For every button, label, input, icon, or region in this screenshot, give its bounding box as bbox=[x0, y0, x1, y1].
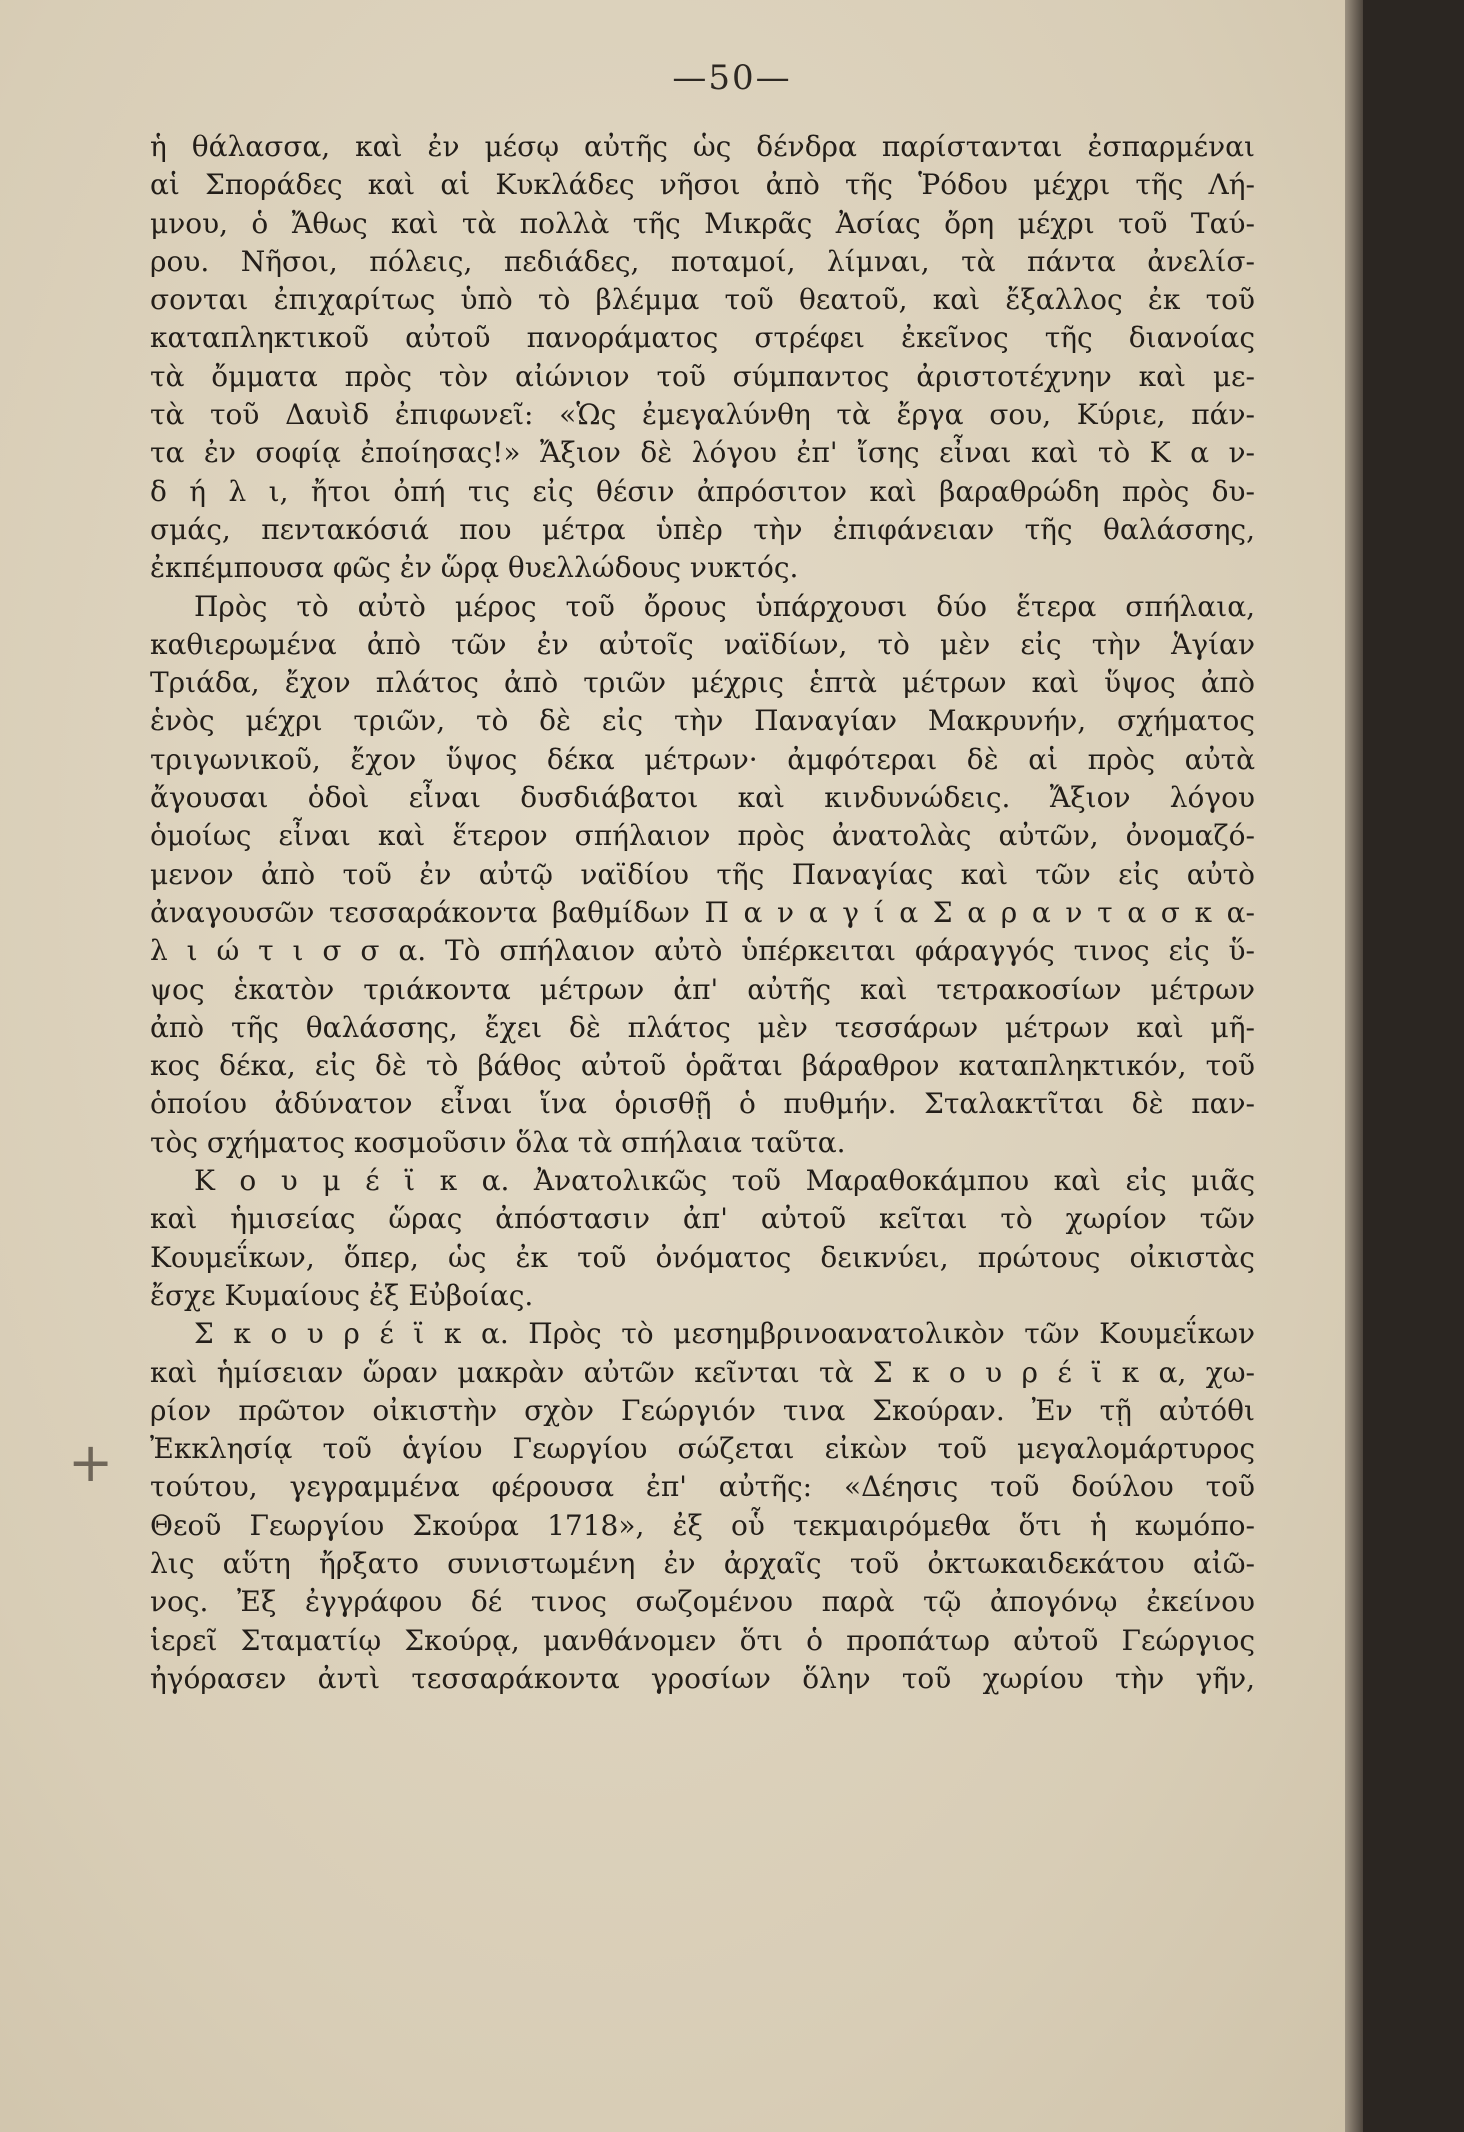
text-line: καταπληκτικοῦ αὐτοῦ πανοράματος στρέφει ἐκεῖνος τῆς διανοίας bbox=[150, 321, 1255, 355]
book-spine bbox=[1345, 0, 1363, 2132]
text-line: ἠγόρασεν ἀντὶ τεσσαράκοντα γροσίων ὅλην τοῦ χωρίου τὴν γῆν, bbox=[150, 1661, 1255, 1695]
margin-cross-mark: + bbox=[68, 1431, 114, 1494]
text-line: ρου. Νῆσοι, πόλεις, πεδιάδες, ποταμοί, λίμναι, τὰ πάντα ἀνελίσ- bbox=[150, 244, 1255, 278]
text-line: ἡ θάλασσα, καὶ ἐν μέσῳ αὐτῆς ὡς δένδρα παρίστανται ἐσπαρμέναι bbox=[150, 130, 1255, 163]
text-line: ἐκπέμπουσα φῶς ἐν ὥρᾳ θυελλώδους νυκτός. bbox=[150, 551, 799, 585]
text-line: ἱερεῖ Σταματίῳ Σκούρᾳ, μανθάνομεν ὅτι ὁ προπάτωρ αὐτοῦ Γεώργιος bbox=[150, 1623, 1255, 1657]
text-line: τούτου, γεγραμμένα φέρουσα ἐπ' αὐτῆς: «Δέησις τοῦ δούλου τοῦ bbox=[150, 1470, 1255, 1504]
text-line: καὶ ἡμίσειαν ὥραν μακρὰν αὐτῶν κεῖνται τὰ Σ κ ο υ ρ έ ϊ κ α, χω- bbox=[150, 1355, 1255, 1389]
body-text bbox=[150, 128, 1255, 1698]
text-line: καὶ ἡμισείας ὥρας ἀπόστασιν ἀπ' αὐτοῦ κεῖται τὸ χωρίον τῶν bbox=[150, 1202, 1255, 1236]
text-line: τὰ τοῦ Δαυὶδ ἐπιφωνεῖ: «Ὡς ἐμεγαλύνθη τὰ ἔργα σου, Κύριε, πάν- bbox=[150, 398, 1255, 432]
text-line: σμάς, πεντακόσιά που μέτρα ὑπὲρ τὴν ἐπιφάνειαν τῆς θαλάσσης, bbox=[150, 512, 1255, 546]
text-line: μενον ἀπὸ τοῦ ἐν αὐτῷ ναϊδίου τῆς Παναγίας καὶ τῶν εἰς αὐτὸ bbox=[150, 857, 1255, 891]
text-line: Κουμεΐκων, ὅπερ, ὡς ἐκ τοῦ ὀνόματος δεικνύει, πρώτους οἰκιστὰς bbox=[150, 1240, 1255, 1274]
text-line: τὸς σχήματος κοσμοῦσιν ὅλα τὰ σπήλαια ταῦτα. bbox=[150, 1125, 846, 1159]
text-line: Θεοῦ Γεωργίου Σκούρα 1718», ἐξ οὗ τεκμαιρόμεθα ὅτι ἡ κωμόπο- bbox=[150, 1508, 1255, 1542]
text-line: Ἐκκλησίᾳ τοῦ ἁγίου Γεωργίου σώζεται εἰκὼν τοῦ μεγαλομάρτυρος bbox=[150, 1432, 1255, 1466]
text-line: δ ή λ ι, ἤτοι ὀπή τις εἰς θέσιν ἀπρόσιτον καὶ βαραθρώδη πρὸς δυ- bbox=[150, 474, 1255, 508]
text-line: τα ἐν σοφίᾳ ἐποίησας!» Ἄξιον δὲ λόγου ἐπ' ἴσης εἶναι καὶ τὸ Κ α ν- bbox=[150, 436, 1255, 470]
text-line: καθιερωμένα ἀπὸ τῶν ἐν αὐτοῖς ναϊδίων, τὸ μὲν εἰς τὴν Ἁγίαν bbox=[150, 627, 1255, 661]
page-number: —50— bbox=[672, 58, 792, 98]
text-line: Τριάδα, ἔχον πλάτος ἀπὸ τριῶν μέχρις ἑπτὰ μέτρων καὶ ὕψος ἀπὸ bbox=[150, 666, 1255, 700]
text-line: τριγωνικοῦ, ἔχον ὕψος δέκα μέτρων· ἀμφότεραι δὲ αἱ πρὸς αὐτὰ bbox=[150, 742, 1255, 776]
text-line: ὁμοίως εἶναι καὶ ἕτερον σπήλαιον πρὸς ἀνατολὰς αὐτῶν, ὀνομαζό- bbox=[150, 819, 1255, 853]
text-line: ψος ἑκατὸν τριάκοντα μέτρων ἀπ' αὐτῆς καὶ τετρακοσίων μέτρων bbox=[150, 972, 1255, 1006]
text-line: μνου, ὁ Ἄθως καὶ τὰ πολλὰ τῆς Μικρᾶς Ἀσίας ὄρη μέχρι τοῦ Ταύ- bbox=[150, 206, 1255, 240]
text-line: κος δέκα, εἰς δὲ τὸ βάθος αὐτοῦ ὁρᾶται βάραθρον καταπληκτικόν, τοῦ bbox=[150, 1049, 1255, 1083]
text-line: νος. Ἐξ ἐγγράφου δέ τινος σωζομένου παρὰ τῷ ἀπογόνῳ ἐκείνου bbox=[150, 1585, 1255, 1619]
text-line: ἑνὸς μέχρι τριῶν, τὸ δὲ εἰς τὴν Παναγίαν Μακρυνήν, σχήματος bbox=[150, 704, 1255, 738]
text-line: Πρὸς τὸ αὐτὸ μέρος τοῦ ὄρους ὑπάρχουσι δύο ἕτερα σπήλαια, bbox=[194, 589, 1255, 623]
text-line: Σ κ ο υ ρ έ ϊ κ α. Πρὸς τὸ μεσημβρινοανατολικὸν τῶν Κουμεΐκων bbox=[194, 1317, 1255, 1351]
text-line: τὰ ὄμματα πρὸς τὸν αἰώνιον τοῦ σύμπαντος ἀριστοτέχνην καὶ με- bbox=[150, 359, 1255, 393]
text-line: ρίον πρῶτον οἰκιστὴν σχὸν Γεώργιόν τινα Σκούραν. Ἐν τῇ αὐτόθι bbox=[150, 1393, 1255, 1427]
text-line: ἀναγουσῶν τεσσαράκοντα βαθμίδων Π α ν α γ ί α Σ α ρ α ν τ α σ κ α- bbox=[150, 895, 1255, 929]
text-line: ἀπὸ τῆς θαλάσσης, ἔχει δὲ πλάτος μὲν τεσσάρων μέτρων καὶ μῆ- bbox=[150, 1010, 1255, 1044]
text-line: ὁποίου ἀδύνατον εἶναι ἵνα ὁρισθῇ ὁ πυθμήν. Σταλακτῖται δὲ παν- bbox=[150, 1087, 1255, 1121]
text-line: Κ ο υ μ έ ϊ κ α. Ἀνατολικῶς τοῦ Μαραθοκάμπου καὶ εἰς μιᾶς bbox=[194, 1164, 1255, 1198]
text-line: ἄγουσαι ὁδοὶ εἶναι δυσδιάβατοι καὶ κινδυνώδεις. Ἄξιον λόγου bbox=[150, 781, 1255, 815]
text-line: ἔσχε Κυμαίους ἐξ Εὐβοίας. bbox=[150, 1278, 534, 1312]
text-line: σονται ἐπιχαρίτως ὑπὸ τὸ βλέμμα τοῦ θεατοῦ, καὶ ἔξαλλος ἐκ τοῦ bbox=[150, 283, 1255, 317]
text-line: λις αὕτη ἤρξατο συνιστωμένη ἐν ἀρχαῖς τοῦ ὀκτωκαιδεκάτου αἰῶ- bbox=[150, 1546, 1255, 1580]
text-line: αἱ Σποράδες καὶ αἱ Κυκλάδες νῆσοι ἀπὸ τῆς Ῥόδου μέχρι τῆς Λή- bbox=[150, 168, 1255, 202]
text-line: λ ι ώ τ ι σ σ α. Τὸ σπήλαιον αὐτὸ ὑπέρκειται φάραγγός τινος εἰς ὕ- bbox=[150, 934, 1255, 968]
